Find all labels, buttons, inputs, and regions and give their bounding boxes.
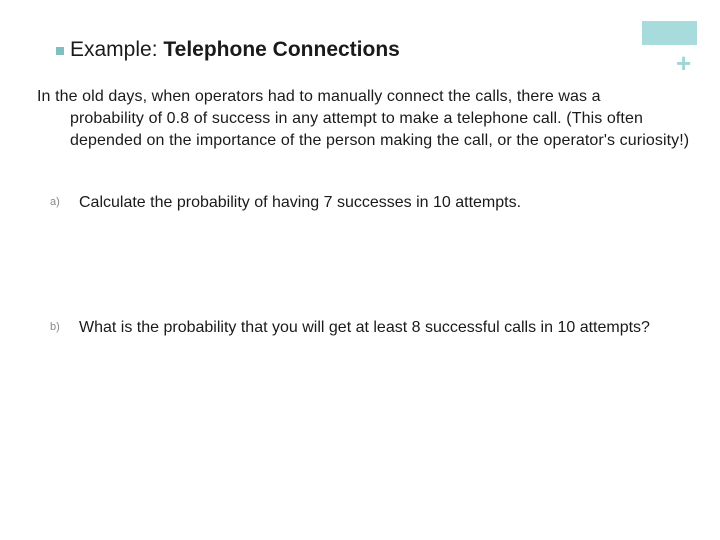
question-a — [50, 192, 670, 214]
accent-bar — [642, 21, 697, 45]
square-bullet-icon — [56, 47, 64, 55]
question-text: Calculate the probability of having 7 successes in 10 attempts. — [79, 194, 522, 211]
question-marker: a) — [50, 196, 60, 208]
slide-title — [56, 38, 400, 62]
question-text: What is the probability that you will get at least 8 successful calls in 10 attempts? — [79, 319, 650, 336]
plus-icon: + — [676, 48, 692, 78]
intro-rest: probability of 0.8 of success in any attempt to make a telephone call. (This often depended on the importance of the person making the call, or the operator's curiosity!) — [70, 110, 690, 149]
title-label: Example: — [70, 38, 158, 61]
title-main: Telephone Connections — [163, 38, 400, 61]
intro-paragraph — [37, 86, 697, 152]
question-b — [50, 317, 670, 339]
question-marker: b) — [50, 321, 60, 333]
intro-first-line: In the old days, when operators had to manually connect the calls, there was a — [37, 88, 601, 105]
